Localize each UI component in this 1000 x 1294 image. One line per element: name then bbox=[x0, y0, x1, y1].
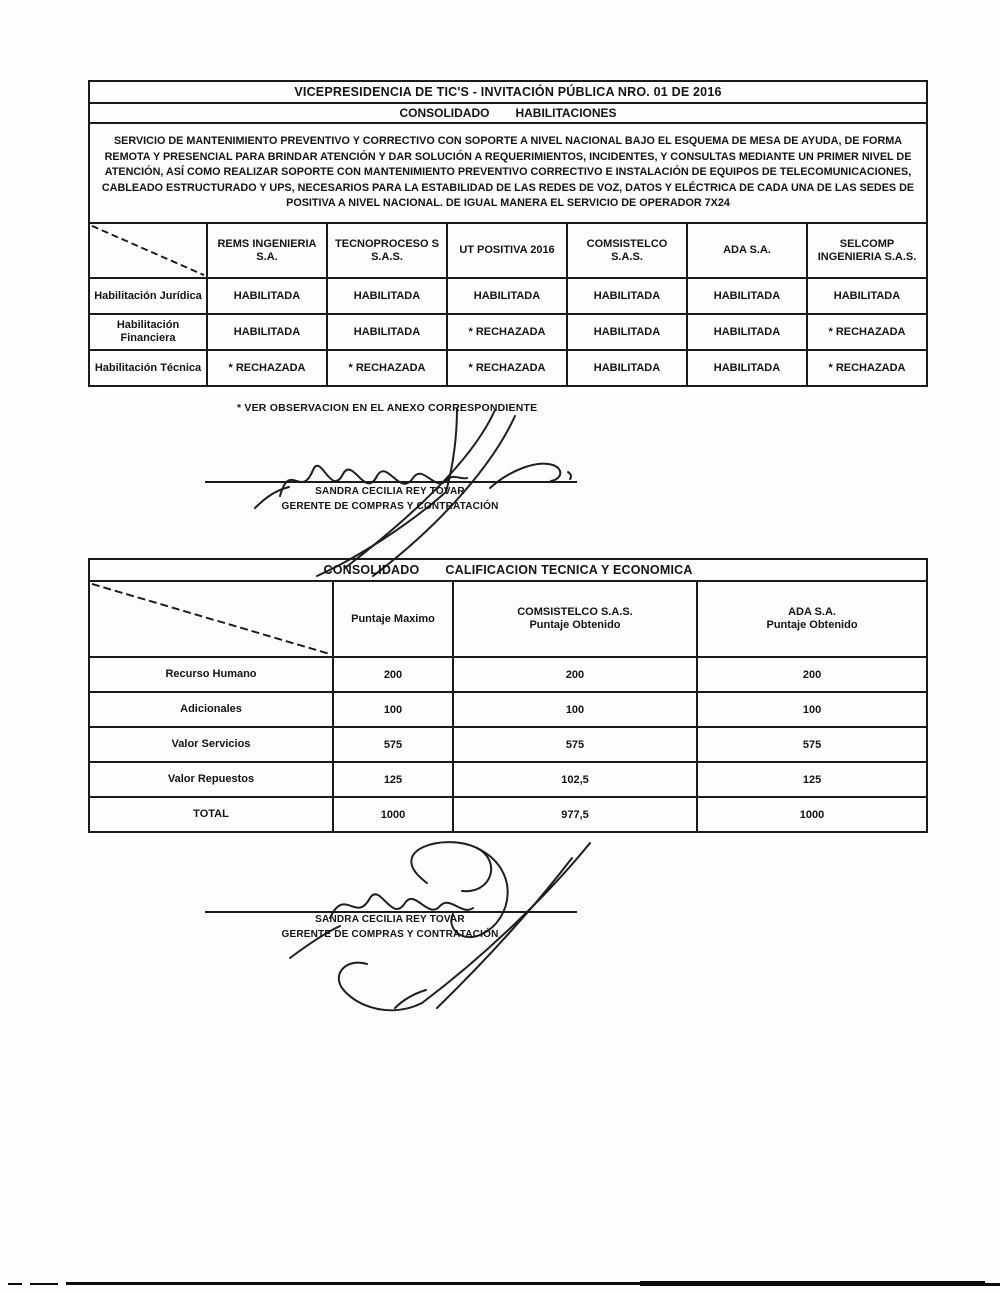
score-cell: 575 bbox=[453, 727, 697, 762]
status-cell: HABILITADA bbox=[207, 278, 327, 314]
score-cell: 1000 bbox=[333, 797, 453, 832]
status-cell: HABILITADA bbox=[327, 278, 447, 314]
table-row-total bbox=[89, 797, 927, 832]
scan-artifact-line bbox=[8, 1283, 22, 1285]
column-header-ada: ADA S.A. bbox=[687, 223, 807, 278]
status-cell: HABILITADA bbox=[567, 278, 687, 314]
footnote-observacion: * VER OBSERVACION EN EL ANEXO CORRESPONDIENTE bbox=[237, 402, 538, 414]
diagonal-slash-icon bbox=[90, 582, 332, 656]
scan-artifact-line bbox=[30, 1283, 58, 1285]
score-cell: 100 bbox=[333, 692, 453, 727]
column-header-ut-positiva: UT POSITIVA 2016 bbox=[447, 223, 567, 278]
scan-artifact-line bbox=[640, 1281, 985, 1286]
status-cell: HABILITADA bbox=[807, 278, 927, 314]
signature-line bbox=[205, 911, 577, 913]
status-cell: HABILITADA bbox=[687, 278, 807, 314]
signature-line bbox=[205, 481, 577, 483]
title-consolidado: CONSOLIDADO bbox=[323, 563, 420, 577]
row-label: Valor Servicios bbox=[89, 727, 333, 762]
row-label: Recurso Humano bbox=[89, 657, 333, 692]
calificacion-table bbox=[88, 558, 928, 833]
table-row-recurso-humano bbox=[89, 657, 927, 692]
calificacion-title bbox=[89, 559, 927, 581]
table-row-habilitacion-juridica bbox=[89, 278, 927, 314]
status-cell: HABILITADA bbox=[567, 350, 687, 386]
status-cell: * RECHAZADA bbox=[327, 350, 447, 386]
header-line1: Puntaje Maximo bbox=[351, 612, 435, 625]
column-header-selcomp: SELCOMP INGENIERIA S.A.S. bbox=[807, 223, 927, 278]
row-label: Habilitación Jurídica bbox=[89, 278, 207, 314]
signatory-role: GERENTE DE COMPRAS Y CONTRATACIÓN bbox=[281, 929, 499, 940]
score-cell: 200 bbox=[333, 657, 453, 692]
row-label: Habilitación Financiera bbox=[89, 314, 207, 350]
status-cell: HABILITADA bbox=[327, 314, 447, 350]
score-cell: 200 bbox=[453, 657, 697, 692]
table-row-habilitacion-financiera bbox=[89, 314, 927, 350]
habilitaciones-table bbox=[88, 80, 928, 387]
subtitle-habilitaciones: HABILITACIONES bbox=[515, 106, 617, 120]
column-header-ada-puntaje bbox=[697, 581, 927, 657]
score-cell: 100 bbox=[453, 692, 697, 727]
score-cell: 102,5 bbox=[453, 762, 697, 797]
header-line1: COMSISTELCO S.A.S. bbox=[517, 606, 633, 618]
scan-artifact-line bbox=[985, 1283, 1000, 1286]
status-cell: * RECHAZADA bbox=[807, 314, 927, 350]
document-title: VICEPRESIDENCIA DE TIC'S - INVITACIÓN PÚBLICA NRO. 01 DE 2016 bbox=[89, 81, 927, 103]
signatory-name: SANDRA CECILIA REY TOVAR bbox=[315, 486, 465, 497]
scan-artifact-line bbox=[66, 1282, 640, 1285]
column-header-tecnoproceso: TECNOPROCESO S S.A.S. bbox=[327, 223, 447, 278]
table-row-habilitacion-tecnica bbox=[89, 350, 927, 386]
header-line2: Puntaje Obtenido bbox=[529, 619, 621, 631]
diagonal-header-cell bbox=[89, 581, 333, 657]
row-label: Adicionales bbox=[89, 692, 333, 727]
score-cell: 1000 bbox=[697, 797, 927, 832]
status-cell: HABILITADA bbox=[567, 314, 687, 350]
table-row-adicionales bbox=[89, 692, 927, 727]
signatory-role: GERENTE DE COMPRAS Y CONTRATACIÓN bbox=[281, 501, 499, 512]
column-header-puntaje-maximo bbox=[333, 581, 453, 657]
header-line2: Puntaje Obtenido bbox=[766, 619, 858, 631]
column-header-rems: REMS INGENIERIA S.A. bbox=[207, 223, 327, 278]
signature-handwriting bbox=[190, 838, 650, 1013]
column-header-comsistelco-puntaje bbox=[453, 581, 697, 657]
status-cell: * RECHAZADA bbox=[447, 350, 567, 386]
status-cell: * RECHAZADA bbox=[207, 350, 327, 386]
column-header-comsistelco: COMSISTELCO S.A.S. bbox=[567, 223, 687, 278]
score-cell: 977,5 bbox=[453, 797, 697, 832]
status-cell: HABILITADA bbox=[687, 350, 807, 386]
status-cell: HABILITADA bbox=[207, 314, 327, 350]
table-row-valor-repuestos bbox=[89, 762, 927, 797]
title-calificacion: CALIFICACION TECNICA Y ECONOMICA bbox=[445, 563, 693, 577]
score-cell: 125 bbox=[697, 762, 927, 797]
status-cell: HABILITADA bbox=[447, 278, 567, 314]
row-label: Habilitación Técnica bbox=[89, 350, 207, 386]
signatory-name: SANDRA CECILIA REY TOVAR bbox=[315, 914, 465, 925]
header-line1: ADA S.A. bbox=[788, 606, 836, 618]
status-cell: * RECHAZADA bbox=[807, 350, 927, 386]
score-cell: 200 bbox=[697, 657, 927, 692]
diagonal-slash-icon bbox=[90, 224, 206, 277]
table-row-valor-servicios bbox=[89, 727, 927, 762]
subtitle-consolidado: CONSOLIDADO bbox=[399, 106, 490, 120]
diagonal-header-cell bbox=[89, 223, 207, 278]
table-subtitle bbox=[89, 103, 927, 123]
row-label: TOTAL bbox=[89, 797, 333, 832]
row-label: Valor Repuestos bbox=[89, 762, 333, 797]
score-cell: 100 bbox=[697, 692, 927, 727]
status-cell: * RECHAZADA bbox=[447, 314, 567, 350]
score-cell: 125 bbox=[333, 762, 453, 797]
score-cell: 575 bbox=[697, 727, 927, 762]
score-cell: 575 bbox=[333, 727, 453, 762]
service-description: SERVICIO DE MANTENIMIENTO PREVENTIVO Y CORRECTIVO CON SOPORTE A NIVEL NACIONAL BAJO EL ESQUEMA DE MESA DE AYUDA, DE FORMA REMOTA Y PRESENCIAL PARA BRINDAR ATENCIÓN Y DAR SOLUCIÓN A REQUERIMIENTOS, INCIDENTES, Y CONSULTAS MEDIANTE UN PRIMER NIVEL DE ATENCIÓN, ASÍ COMO REALIZAR SOPORTE CON MANTENIMIENTO PREVENTIVO CORRECTIVO E INSTALACIÓN DE EQUIPOS DE TELECOMUNICACIONES, CABLEADO ESTRUCTURADO Y UPS, NECESARIOS PARA LA ESTABILIDAD DE LAS REDES DE VOZ, DATOS Y ELÉCTRICA DE CADA UNA DE LAS SEDES DE POSITIVA A NIVEL NACIONAL. DE IGUAL MANERA EL SERVICIO DE OPERADOR 7X24 bbox=[89, 123, 927, 223]
status-cell: HABILITADA bbox=[687, 314, 807, 350]
